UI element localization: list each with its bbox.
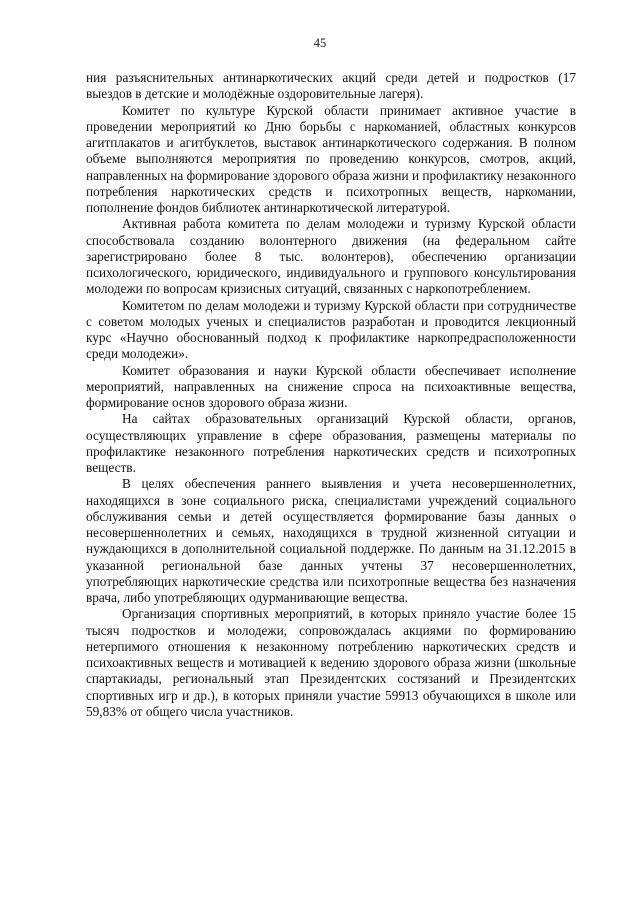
paragraph-websites: На сайтах образовательных организаций Курской области, органов, осуществляющих управление в сфере образования, размещены материалы по профилактике незаконного потребления наркотических средств и психотропных веществ. — [86, 411, 576, 475]
paragraph-risk-database: В целях обеспечения раннего выявления и учета несовершеннолетних, находящихся в зоне социального риска, специалистами учреждений социального обслуживания семьи и детей осуществляется формирование базы данных о несовершеннолетних и семьях, находящихся в трудной жизненной ситуации и нуждающихся в дополнительной социальной поддержке. По данным на 31.12.2015 в указанной региональной базе данных учтены 37 несовершеннолетних, употребляющих наркотические средства или психотропные вещества без назначения врача, либо употребляющих одурманивающие вещества. — [86, 476, 576, 605]
paragraph-continuation: ния разъяснительных антинаркотических акций среди детей и подростков (17 выездов в детские и молодёжные оздоровительные лагеря). — [86, 70, 576, 102]
paragraph-sports-events: Организация спортивных мероприятий, в которых приняло участие более 15 тысяч подростков и молодежи, сопровождалась акциями по формированию нетерпимого отношения к незаконному потреблению наркотических средств и психоактивных веществ и мотивацией к ведению здорового образа жизни (школьные спартакиады, региональный этап Президентских состязаний и Президентских спортивных игр и др.), в которых приняли участие 59913 обучающихся в школе или 59,83% от общего числа участников. — [86, 606, 576, 719]
paragraph-culture-committee: Комитет по культуре Курской области принимает активное участие в проведении мероприятий ко Дню борьбы с наркоманией, областных конкурсов агитплакатов и агитбуклетов, выставок антинаркотического содержания. В полном объеме выполняются мероприятия по проведению конкурсов, смотров, акций, направленных на формирование здорового образа жизни и профилактику незаконного потребления наркотических средств и психотропных веществ, наркомании, пополнение фондов библиотек антинаркотической литературой. — [86, 102, 576, 215]
page-number: 45 — [313, 36, 327, 50]
paragraph-education-committee: Комитет образования и науки Курской области обеспечивает исполнение мероприятий, направленных на снижение спроса на психоактивные вещества, формирование основ здорового образа жизни. — [86, 362, 576, 410]
paragraph-youth-volunteers: Активная работа комитета по делам молодежи и туризму Курской области способствовала созданию волонтерного движения (на федеральном сайте зарегистрировано более 8 тыс. волонтеров), обеспечению организации психологического, юридического, индивидуального и группового консультирования молодежи по вопросам кризисных ситуаций, связанных с наркопотреблением. — [86, 216, 576, 297]
body-text — [86, 70, 576, 720]
paragraph-lecture-course: Комитетом по делам молодежи и туризму Курской области при сотрудничестве с советом молодых ученых и специалистов разработан и проводится лекционный курс «Научно обоснованный подход к профилактике наркопредрасположенности среди молодежи». — [86, 297, 576, 362]
